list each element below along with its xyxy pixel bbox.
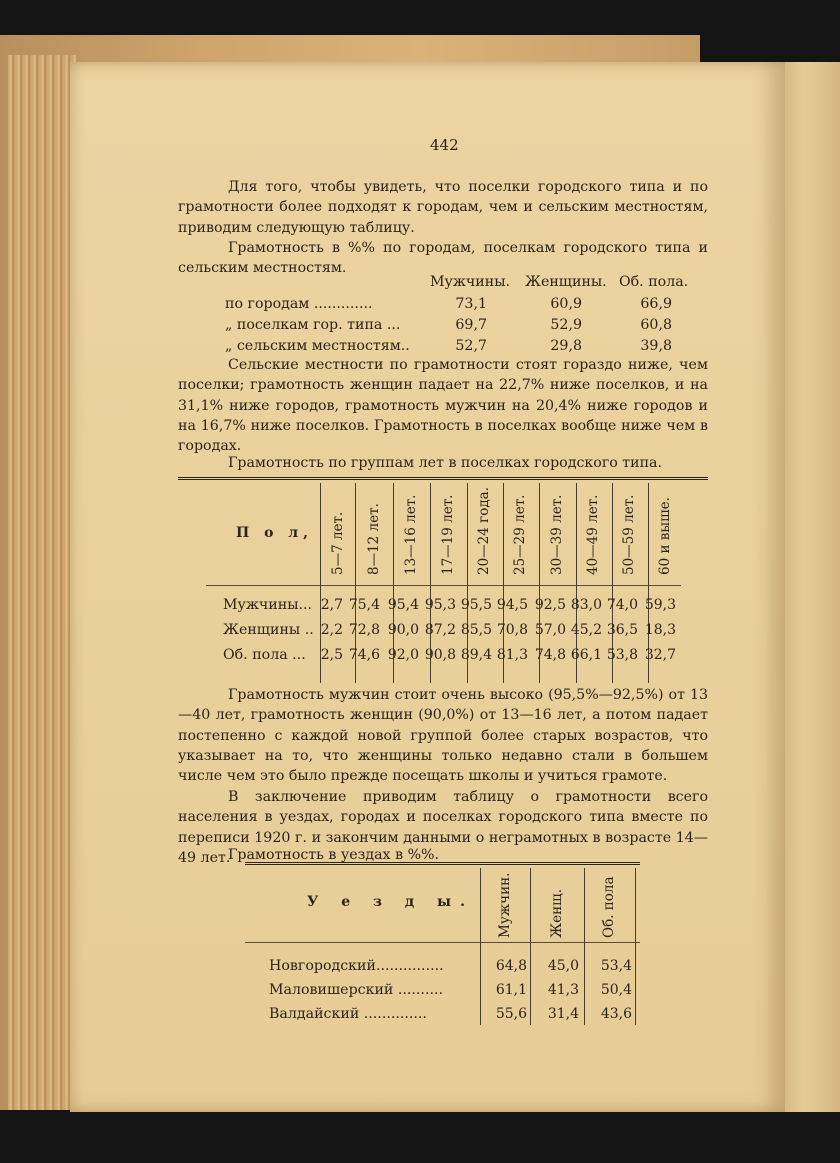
row-label: Об. пола ... (223, 647, 306, 663)
row-label: Маловишерский .......... (269, 982, 443, 998)
table-cell: 31,4 (547, 1006, 579, 1022)
sex-header: П о л, (236, 525, 314, 541)
value-women: 52,9 (550, 317, 582, 333)
literacy-caption: Грамотность в %% по городам, поселкам городского типа и сельским местностям. (178, 240, 708, 277)
row-label: Валдайский .............. (269, 1006, 427, 1022)
row-label: Новгородский............... (269, 958, 444, 974)
column-divider (480, 868, 481, 1025)
facing-page (780, 62, 840, 1112)
header-women: Женщины. (525, 274, 607, 290)
table-cell: 36,5 (606, 622, 638, 638)
table-cell: 57,0 (534, 622, 566, 638)
row-label: по городам ............. (225, 296, 373, 312)
age-column-header: 30—39 лет. (549, 494, 565, 575)
table-cell: 32,7 (644, 647, 676, 663)
table-cell: 74,0 (606, 597, 638, 613)
header-both: Об. пола. (619, 274, 689, 290)
table-cell: 53,4 (600, 958, 632, 974)
age-column-header: 8—12 лет. (366, 503, 382, 575)
table-cell: 81,3 (496, 647, 528, 663)
row-label: Женщины .. (223, 622, 314, 638)
table-cell: 43,6 (600, 1006, 632, 1022)
table-cell: 59,3 (644, 597, 676, 613)
uezd-table-caption: Грамотность в уездах в %%. (228, 847, 440, 863)
uezd-column-header: Об. пола (601, 876, 617, 938)
intro-paragraph (178, 177, 708, 238)
table-cell: 90,0 (387, 622, 419, 638)
table-cell: 53,8 (606, 647, 638, 663)
value-women: 29,8 (550, 338, 582, 354)
table-cell: 45,2 (570, 622, 602, 638)
age-column-header: 25—29 лет. (512, 494, 528, 575)
page-number: 442 (430, 136, 459, 154)
age-column-header: 50—59 лет. (621, 494, 637, 575)
table-cell: 2,5 (320, 647, 343, 663)
table-cell: 92,5 (534, 597, 566, 613)
table-cell: 45,0 (547, 958, 579, 974)
table-top-rule (245, 862, 640, 865)
literacy-by-age-table (178, 477, 708, 683)
header-men: Мужчины. (430, 274, 511, 290)
uezd-column-header: Женщ. (549, 889, 565, 938)
literacy-caption-paragraph (178, 238, 708, 279)
table-top-rule (178, 477, 708, 480)
age-column-header: 5—7 лет. (330, 511, 346, 575)
rural-comparison-text: Сельские местности по грамотности стоят гораздо ниже, чем поселки; грамотность женщин падает на 22,7% ниже поселков, и на 31,1% ниже городов, грамотность мужчин на 20,4% ниже городов и на 16,7% ниже поселков. Грамотность в поселках вообще ниже чем в городах. (178, 357, 708, 455)
value-both: 66,9 (640, 296, 672, 312)
table-cell: 75,4 (348, 597, 380, 613)
final-intro-text: В заключение приводим таблицу о грамотности всего населения в уездах, городах и поселках городского типа вместе по переписи 1920 г. и закончим данными о неграмотных в возрасте 14—49 лет. (178, 789, 708, 866)
age-table-caption: Грамотность по группам лет в поселках городского типа. (228, 455, 663, 471)
column-divider (530, 868, 531, 1025)
value-men: 52,7 (455, 338, 487, 354)
rural-comparison-paragraph (178, 355, 708, 456)
column-divider (584, 868, 585, 1025)
row-label: Мужчины... (223, 597, 313, 613)
table-cell: 72,8 (348, 622, 380, 638)
table-cell: 41,3 (547, 982, 579, 998)
table-cell: 87,2 (424, 622, 456, 638)
table-cell: 50,4 (600, 982, 632, 998)
age-column-header: 60 и выше. (657, 497, 673, 575)
table-cell: 90,8 (424, 647, 456, 663)
age-column-header: 40—49 лет. (585, 494, 601, 575)
age-column-header: 17—19 лет. (440, 494, 456, 575)
value-both: 60,8 (640, 317, 672, 333)
table-cell: 95,5 (460, 597, 492, 613)
uezd-header: У е з д ы. (307, 894, 474, 910)
intro-text: Для того, чтобы увидеть, что поселки городского типа и по грамотности более подходят к городам, чем и сельским местностям, приводим следующую таблицу. (178, 179, 708, 236)
table-cell: 85,5 (460, 622, 492, 638)
table-cell: 18,3 (644, 622, 676, 638)
table-cell: 64,8 (495, 958, 527, 974)
table-cell: 83,0 (570, 597, 602, 613)
table-cell: 94,5 (496, 597, 528, 613)
table-cell: 95,3 (424, 597, 456, 613)
age-column-header: 13—16 лет. (403, 494, 419, 575)
page-stack-edges (8, 55, 76, 1110)
value-both: 39,8 (640, 338, 672, 354)
table-cell: 66,1 (570, 647, 602, 663)
uezd-column-header: Мужчин. (497, 872, 513, 938)
table-header-rule (206, 585, 681, 586)
value-women: 60,9 (550, 296, 582, 312)
value-men: 73,1 (455, 296, 487, 312)
table-cell: 74,6 (348, 647, 380, 663)
column-divider (635, 868, 636, 1025)
table-cell: 2,7 (320, 597, 343, 613)
age-column-header: 20—24 года. (476, 486, 492, 575)
table-cell: 61,1 (495, 982, 527, 998)
age-conclusion-paragraph (178, 685, 708, 786)
table-row (225, 296, 700, 316)
value-men: 69,7 (455, 317, 487, 333)
table-cell: 95,4 (387, 597, 419, 613)
table-cell: 89,4 (460, 647, 492, 663)
table-row (225, 317, 700, 337)
table-cell: 70,8 (496, 622, 528, 638)
table-cell: 55,6 (495, 1006, 527, 1022)
row-label: „ поселкам гор. типа ... (225, 317, 401, 333)
literacy-by-uezd-table (245, 862, 640, 1025)
row-label: „ сельским местностям.. (225, 338, 410, 354)
table-cell: 92,0 (387, 647, 419, 663)
table-cell: 74,8 (534, 647, 566, 663)
table-cell: 2,2 (320, 622, 343, 638)
age-conclusion-text: Грамотность мужчин стоит очень высоко (95,5%—92,5%) от 13—40 лет, грамотность женщин (90,0%) от 13—16 лет, а потом падает постепенно с каждой новой группой более старых возрастов, что указывает на то, что женщины только недавно стали в большем числе чем это было прежде посещать школы и учиться грамоте. (178, 687, 708, 785)
table-header-rule (245, 942, 640, 943)
